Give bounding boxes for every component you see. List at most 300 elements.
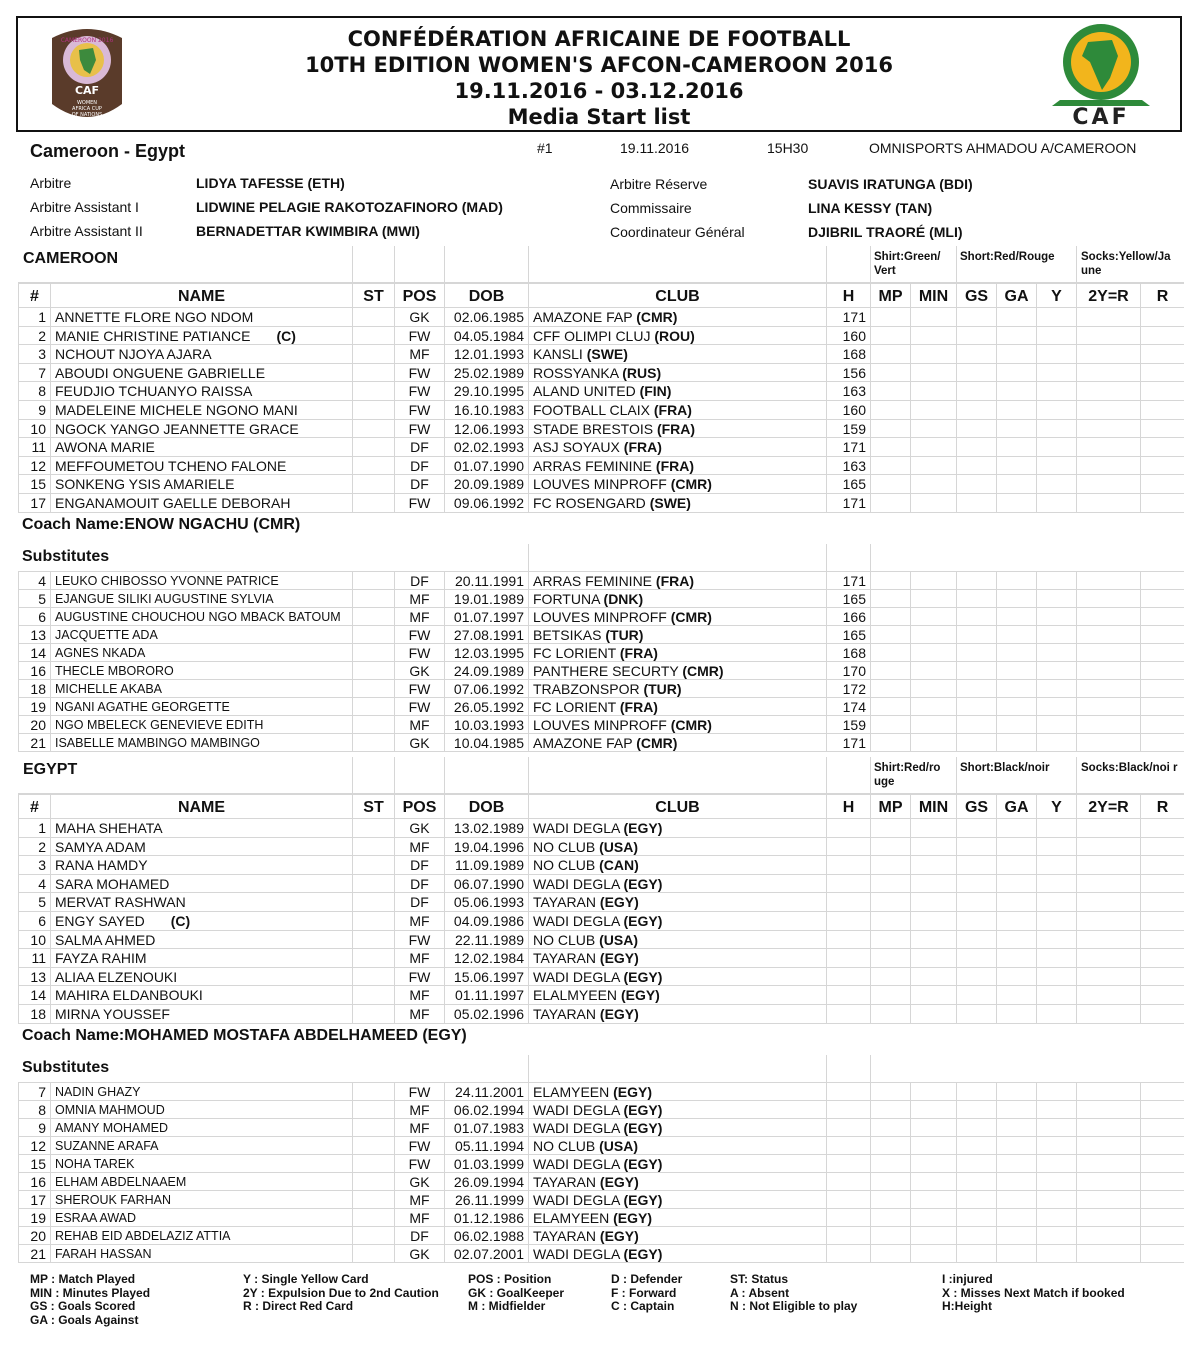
- svg-text:AFRICA CUP: AFRICA CUP: [72, 106, 102, 112]
- cell-st: [352, 1119, 394, 1136]
- club-country: (TUR): [605, 627, 644, 643]
- cell-2y: [1076, 856, 1140, 874]
- cell-n: 5: [18, 893, 50, 911]
- cell-name: [50, 968, 352, 986]
- page-header: [16, 16, 1182, 132]
- cell-2y: [1076, 662, 1140, 679]
- legend-item: R : Direct Red Card: [243, 1299, 354, 1314]
- substitute-row: [18, 1101, 1184, 1119]
- cell-n: 16: [18, 1173, 50, 1190]
- cell-name: [50, 590, 352, 607]
- cell-n: 11: [18, 438, 50, 456]
- cell-name: [50, 856, 352, 874]
- cell-dob: 07.06.1992: [444, 680, 528, 697]
- substitute-row: [18, 1209, 1184, 1227]
- cell-gs: [956, 327, 996, 345]
- cell-name: [50, 949, 352, 967]
- player-name: SONKENG YSIS AMARIELE: [55, 476, 235, 493]
- cell-st: [352, 475, 394, 493]
- club-name: TAYARAN: [533, 894, 597, 911]
- cell-club: [528, 1005, 826, 1023]
- cell-st: [352, 819, 394, 837]
- cell-y: [1036, 420, 1076, 438]
- column-header-row: [18, 283, 1184, 308]
- cell-ga: [996, 1083, 1036, 1100]
- cell-n: 7: [18, 364, 50, 382]
- cell-ga: [996, 644, 1036, 661]
- cell-dob: 24.09.1989: [444, 662, 528, 679]
- club-country: (EGY): [599, 894, 639, 911]
- cell-n: 19: [18, 1209, 50, 1226]
- cell-2y: [1076, 912, 1140, 930]
- cell-dob: 01.07.1997: [444, 608, 528, 625]
- cell-min: [910, 1101, 956, 1118]
- cell-2y: [1076, 382, 1140, 400]
- cell-r: [1140, 838, 1184, 856]
- club-name: WADI DEGLA: [533, 1102, 620, 1118]
- player-name: JACQUETTE ADA: [55, 628, 158, 642]
- cell-name: [50, 1209, 352, 1226]
- cell-name: [50, 494, 352, 512]
- legend-group-5: [730, 1273, 857, 1314]
- cell-ga: [996, 572, 1036, 589]
- cell-min: [910, 401, 956, 419]
- grid-line: [1076, 757, 1077, 793]
- svg-text:WOMEN: WOMEN: [76, 100, 98, 106]
- official-name: SUAVIS IRATUNGA (BDI): [808, 176, 973, 192]
- club-name: STADE BRESTOIS: [533, 420, 654, 437]
- cell-2y: [1076, 364, 1140, 382]
- cell-pos: GK: [394, 662, 444, 679]
- cell-st: [352, 1137, 394, 1154]
- cell-2y: [1076, 698, 1140, 715]
- kit-shirt: Shirt:Green/ Vert: [874, 251, 941, 277]
- club-name: TAYARAN: [533, 1006, 597, 1022]
- cell-pos: MF: [394, 912, 444, 930]
- grid-line: [352, 246, 353, 282]
- cell-h: [826, 1227, 870, 1244]
- cell-mp: [870, 949, 910, 967]
- cell-club: [528, 1083, 826, 1100]
- cell-y: [1036, 475, 1076, 493]
- substitute-row: [18, 626, 1184, 644]
- cell-gs: [956, 734, 996, 751]
- grid-line: [870, 246, 871, 282]
- cell-ga: [996, 494, 1036, 512]
- cell-pos: FW: [394, 327, 444, 345]
- cell-club: [528, 382, 826, 400]
- cell-h: [826, 968, 870, 986]
- cell-gs: [956, 644, 996, 661]
- cell-club: [528, 327, 826, 345]
- cell-r: [1140, 1137, 1184, 1154]
- cell-dob: 26.05.1992: [444, 698, 528, 715]
- cell-pos: DF: [394, 572, 444, 589]
- cell-name: [50, 1227, 352, 1244]
- club-country: (SWE): [649, 495, 691, 511]
- legend-item: C : Captain: [611, 1299, 675, 1314]
- club-country: (DNK): [603, 591, 644, 607]
- cell-h: [826, 1155, 870, 1172]
- cell-r: [1140, 986, 1184, 1004]
- cell-2y: [1076, 1191, 1140, 1208]
- cell-dob: 01.07.1983: [444, 1119, 528, 1136]
- club-country: (EGY): [599, 1006, 639, 1022]
- column-header: GA: [996, 284, 1036, 307]
- legend-item: M : Midfielder: [468, 1299, 546, 1314]
- cell-dob: 16.10.1983: [444, 401, 528, 419]
- player-row: [18, 968, 1184, 987]
- club-name: AMAZONE FAP: [533, 735, 633, 751]
- cell-h: 171: [826, 572, 870, 589]
- club-country: (FRA): [619, 699, 658, 715]
- cell-n: 1: [18, 819, 50, 837]
- cell-dob: 27.08.1991: [444, 626, 528, 643]
- cell-ga: [996, 1227, 1036, 1244]
- cell-name: [50, 572, 352, 589]
- club-country: (CMR): [670, 476, 712, 493]
- cell-dob: 10.04.1985: [444, 734, 528, 751]
- cell-club: [528, 1245, 826, 1262]
- legend-item: X : Misses Next Match if booked: [942, 1285, 1125, 1300]
- cell-st: [352, 912, 394, 930]
- club-country: (USA): [599, 838, 639, 855]
- cell-gs: [956, 949, 996, 967]
- cell-st: [352, 345, 394, 363]
- cell-r: [1140, 1155, 1184, 1172]
- cell-gs: [956, 475, 996, 493]
- player-row: [18, 875, 1184, 894]
- cell-y: [1036, 1083, 1076, 1100]
- cell-gs: [956, 420, 996, 438]
- cell-dob: 06.07.1990: [444, 875, 528, 893]
- kit-short: Short:Red/Rouge: [960, 251, 1055, 263]
- club-country: (EGY): [623, 968, 663, 985]
- cell-mp: [870, 1005, 910, 1023]
- cell-dob: 02.06.1985: [444, 308, 528, 326]
- coach-name: Coach Name:ENOW NGACHU (CMR): [22, 516, 301, 533]
- player-name: FARAH HASSAN: [55, 1247, 152, 1261]
- cell-y: [1036, 856, 1076, 874]
- cell-name: [50, 986, 352, 1004]
- substitute-row: [18, 1245, 1184, 1263]
- cell-2y: [1076, 420, 1140, 438]
- legend-group-3: [468, 1273, 564, 1314]
- player-name: SARA MOHAMED: [55, 875, 170, 892]
- cell-r: [1140, 662, 1184, 679]
- cell-y: [1036, 680, 1076, 697]
- club-name: TAYARAN: [533, 1228, 597, 1244]
- cell-st: [352, 1083, 394, 1100]
- club-name: NO CLUB: [533, 1138, 596, 1154]
- cell-min: [910, 986, 956, 1004]
- cell-min: [910, 1173, 956, 1190]
- player-name: RANA HAMDY: [55, 857, 148, 874]
- header-titles: [18, 26, 1180, 130]
- cell-ga: [996, 912, 1036, 930]
- legend-item: D : Defender: [611, 1272, 683, 1286]
- cell-gs: [956, 875, 996, 893]
- cell-name: [50, 893, 352, 911]
- cell-gs: [956, 838, 996, 856]
- cell-gs: [956, 1173, 996, 1190]
- cell-dob: 25.02.1989: [444, 364, 528, 382]
- cell-name: [50, 457, 352, 475]
- cell-name: [50, 734, 352, 751]
- cell-h: 166: [826, 608, 870, 625]
- player-name: SAMYA ADAM: [55, 838, 146, 855]
- club-name: TRABZONSPOR: [533, 681, 640, 697]
- cell-ga: [996, 1173, 1036, 1190]
- cell-dob: 10.03.1993: [444, 716, 528, 733]
- cell-h: [826, 1245, 870, 1262]
- cell-r: [1140, 572, 1184, 589]
- club-name: WADI DEGLA: [533, 1246, 620, 1262]
- cell-ga: [996, 949, 1036, 967]
- cell-y: [1036, 819, 1076, 837]
- cell-2y: [1076, 494, 1140, 512]
- cell-n: 11: [18, 949, 50, 967]
- cell-st: [352, 856, 394, 874]
- cell-r: [1140, 698, 1184, 715]
- player-row: [18, 308, 1184, 327]
- cell-pos: FW: [394, 698, 444, 715]
- cell-dob: 22.11.1989: [444, 931, 528, 949]
- cell-2y: [1076, 626, 1140, 643]
- cell-y: [1036, 327, 1076, 345]
- player-name: OMNIA MAHMOUD: [55, 1103, 165, 1117]
- captain-mark: (C): [170, 913, 191, 929]
- club-country: (CMR): [636, 309, 678, 325]
- cell-mp: [870, 494, 910, 512]
- cell-dob: 19.01.1989: [444, 590, 528, 607]
- player-row: [18, 912, 1184, 931]
- cell-2y: [1076, 608, 1140, 625]
- cell-pos: MF: [394, 838, 444, 856]
- player-name: MADELEINE MICHELE NGONO MANI: [55, 402, 298, 418]
- club-country: (CMR): [670, 717, 712, 733]
- cell-gs: [956, 716, 996, 733]
- grid-line: [444, 757, 445, 793]
- cell-h: 171: [826, 308, 870, 326]
- cell-mp: [870, 644, 910, 661]
- column-header: Y: [1036, 284, 1076, 307]
- cell-club: [528, 875, 826, 893]
- cell-pos: MF: [394, 608, 444, 625]
- cell-club: [528, 716, 826, 733]
- cell-mp: [870, 364, 910, 382]
- substitute-row: [18, 680, 1184, 698]
- club-country: (EGY): [613, 1210, 653, 1226]
- cell-y: [1036, 662, 1076, 679]
- cell-name: [50, 308, 352, 326]
- cell-2y: [1076, 1155, 1140, 1172]
- cell-n: 1: [18, 308, 50, 326]
- cell-min: [910, 1227, 956, 1244]
- cell-min: [910, 875, 956, 893]
- player-name: AGNES NKADA: [55, 646, 146, 660]
- column-header: DOB: [444, 284, 528, 307]
- team-name: CAMEROON: [23, 250, 119, 267]
- cell-min: [910, 382, 956, 400]
- kit-short: Short:Black/noir: [960, 762, 1050, 774]
- cell-ga: [996, 1209, 1036, 1226]
- cell-y: [1036, 1137, 1076, 1154]
- cell-mp: [870, 475, 910, 493]
- header-line-3: 19.11.2016 - 03.12.2016: [454, 79, 744, 103]
- cell-y: [1036, 1005, 1076, 1023]
- cell-n: 3: [18, 345, 50, 363]
- cell-st: [352, 1155, 394, 1172]
- club-name: ELALMYEEN: [533, 987, 618, 1004]
- player-row: [18, 893, 1184, 912]
- club-name: FOOTBALL CLAIX: [533, 402, 650, 418]
- cell-club: [528, 1173, 826, 1190]
- player-row: [18, 856, 1184, 875]
- official-role: Arbitre Assistant II: [30, 223, 143, 239]
- cell-pos: DF: [394, 475, 444, 493]
- cell-2y: [1076, 308, 1140, 326]
- cell-2y: [1076, 838, 1140, 856]
- cell-y: [1036, 1227, 1076, 1244]
- cell-min: [910, 716, 956, 733]
- cell-min: [910, 364, 956, 382]
- cell-n: 6: [18, 608, 50, 625]
- cell-min: [910, 457, 956, 475]
- cell-gs: [956, 364, 996, 382]
- cell-gs: [956, 1209, 996, 1226]
- cell-pos: MF: [394, 986, 444, 1004]
- player-name: ESRAA AWAD: [55, 1211, 137, 1225]
- cell-st: [352, 698, 394, 715]
- cell-ga: [996, 1245, 1036, 1262]
- cell-pos: MF: [394, 1191, 444, 1208]
- cell-mp: [870, 420, 910, 438]
- cell-y: [1036, 1245, 1076, 1262]
- cell-st: [352, 734, 394, 751]
- legend-group-4: [611, 1273, 682, 1314]
- cell-r: [1140, 1245, 1184, 1262]
- cell-2y: [1076, 968, 1140, 986]
- column-header: NAME: [50, 284, 352, 307]
- club-name: WADI DEGLA: [533, 1156, 620, 1172]
- cell-r: [1140, 968, 1184, 986]
- cell-r: [1140, 345, 1184, 363]
- cell-h: 165: [826, 475, 870, 493]
- player-name: AMANY MOHAMED: [55, 1121, 168, 1135]
- cell-h: [826, 875, 870, 893]
- kit-socks: Socks:Yellow/Ja une: [1081, 251, 1171, 277]
- cell-gs: [956, 608, 996, 625]
- cell-r: [1140, 590, 1184, 607]
- cell-st: [352, 494, 394, 512]
- cell-y: [1036, 590, 1076, 607]
- cell-club: [528, 968, 826, 986]
- column-header: POS: [394, 284, 444, 307]
- cell-ga: [996, 698, 1036, 715]
- club-name: LOUVES MINPROFF: [533, 609, 667, 625]
- cell-mp: [870, 590, 910, 607]
- substitutes-label: Substitutes: [22, 548, 110, 565]
- cell-st: [352, 644, 394, 661]
- cell-club: [528, 494, 826, 512]
- svg-text:CAMEROON 2016: CAMEROON 2016: [60, 37, 114, 44]
- cell-n: 20: [18, 716, 50, 733]
- cell-y: [1036, 968, 1076, 986]
- cell-gs: [956, 968, 996, 986]
- cell-mp: [870, 968, 910, 986]
- player-name: MAHIRA ELDANBOUKI: [55, 987, 203, 1004]
- grid-line: [394, 246, 395, 282]
- cell-2y: [1076, 986, 1140, 1004]
- cell-dob: 13.02.1989: [444, 819, 528, 837]
- substitutes-band: [18, 544, 1184, 572]
- cell-club: [528, 308, 826, 326]
- club-country: (CMR): [670, 609, 712, 625]
- player-name: ISABELLE MAMBINGO MAMBINGO: [55, 736, 260, 750]
- club-name: ELAMYEEN: [533, 1210, 610, 1226]
- svg-text:CAF: CAF: [74, 84, 100, 97]
- column-header: GS: [956, 795, 996, 818]
- cell-y: [1036, 494, 1076, 512]
- cell-dob: 02.02.1993: [444, 438, 528, 456]
- cell-min: [910, 327, 956, 345]
- cell-pos: FW: [394, 494, 444, 512]
- cell-club: [528, 457, 826, 475]
- player-row: [18, 327, 1184, 346]
- cell-pos: FW: [394, 968, 444, 986]
- official-name: DJIBRIL TRAORÉ (MLI): [808, 224, 963, 240]
- cell-n: 14: [18, 986, 50, 1004]
- cell-y: [1036, 626, 1076, 643]
- cell-club: [528, 1209, 826, 1226]
- cell-dob: 04.09.1986: [444, 912, 528, 930]
- club-country: (SWE): [586, 346, 628, 363]
- cell-gs: [956, 345, 996, 363]
- player-name: SALMA AHMED: [55, 931, 156, 948]
- cell-h: 168: [826, 644, 870, 661]
- player-name: REHAB EID ABDELAZIZ ATTIA: [55, 1229, 231, 1243]
- player-row: [18, 986, 1184, 1005]
- cell-h: [826, 893, 870, 911]
- cell-y: [1036, 1155, 1076, 1172]
- cell-n: 2: [18, 838, 50, 856]
- cell-mp: [870, 875, 910, 893]
- player-row: [18, 420, 1184, 439]
- cell-2y: [1076, 1137, 1140, 1154]
- cell-st: [352, 986, 394, 1004]
- substitute-row: [18, 572, 1184, 590]
- cell-name: [50, 327, 352, 345]
- cell-n: 18: [18, 680, 50, 697]
- player-name: LEUKO CHIBOSSO YVONNE PATRICE: [55, 574, 279, 588]
- cell-min: [910, 931, 956, 949]
- cell-dob: 04.05.1984: [444, 327, 528, 345]
- column-header: R: [1140, 284, 1184, 307]
- cell-mp: [870, 1209, 910, 1226]
- substitute-row: [18, 734, 1184, 752]
- player-name: ABOUDI ONGUENE GABRIELLE: [55, 364, 266, 381]
- cell-pos: DF: [394, 875, 444, 893]
- grid-line: [870, 1055, 871, 1082]
- cell-y: [1036, 364, 1076, 382]
- cell-st: [352, 626, 394, 643]
- cell-n: 15: [18, 1155, 50, 1172]
- grid-line: [528, 544, 529, 571]
- club-country: (FRA): [656, 420, 696, 437]
- cell-gs: [956, 986, 996, 1004]
- cell-ga: [996, 327, 1036, 345]
